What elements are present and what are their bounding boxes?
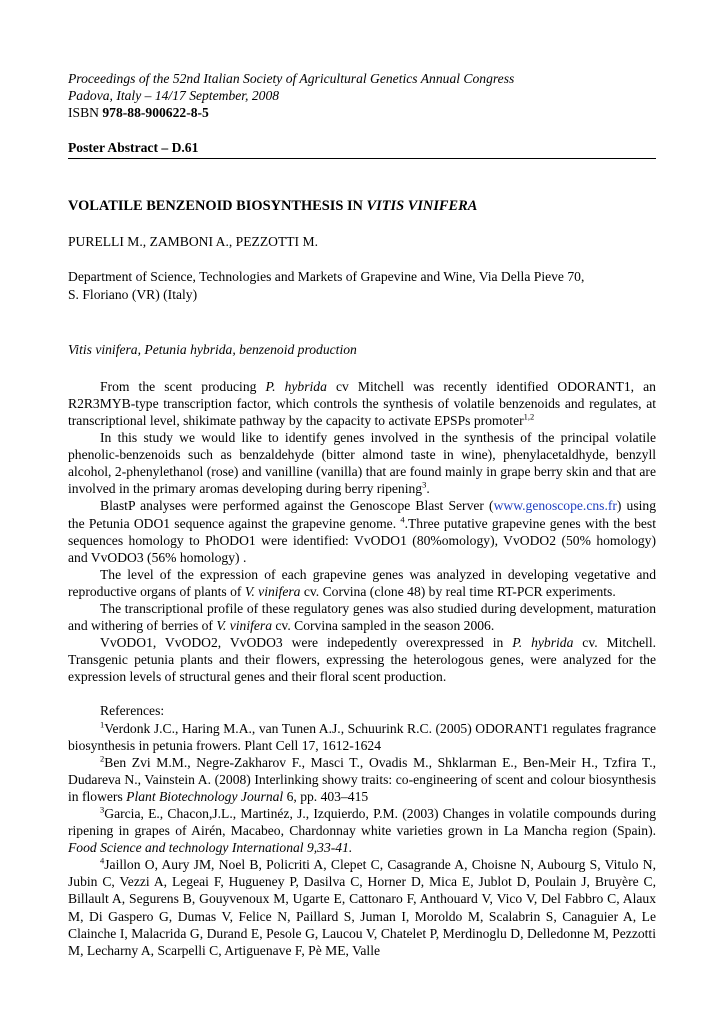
ref-1-number: 1 [100,719,105,729]
paragraph-2 [68,429,656,497]
references-title: References: [100,703,165,719]
proceedings-title: Proceedings of the 52nd Italian Society of Agricultural Genetics Annual Congress [68,71,515,86]
p1-text-a: From the scent producing [100,378,266,394]
paragraph-5 [68,600,656,634]
paper-title [68,197,656,215]
paragraph-3 [68,497,656,565]
title-species: VITIS VINIFERA [366,198,478,215]
paragraph-6 [68,634,656,685]
proceedings-header [68,70,656,121]
ref-4-text: Jaillon O, Aury JM, Noel B, Policriti A, Clepet C, Casagrande A, Choisne N, Aubourg S, Vitulo N, Jubin C, Vezzi A, Legeai F, Hugueney P, Dasilva C, Horner D, Mica E, Jublot D, Poulain J, Bruyère C, Billault A, Segurens B, Gouyvenoux M, Ugarte E, Cattonaro F, Anthouard V, Vico V, Del Fabbro C, Alaux M, Di Gaspero G, Dumas V, Felice N, Paillard S, Juman I, Moroldo M, Scalabrin S, Canaguier A, Le Clainche I, Malacrida G, Durand E, Pesole G, Laucou V, Chatelet P, Merdinoglu D, Delledonne M, Pezzotti M, Lecharny A, Scarpelli C, Artiguenave F, Pè ME, Valle [68,857,656,958]
title-main: VOLATILE BENZENOID BIOSYNTHESIS IN [68,198,367,215]
p1-citation: 1,2 [523,411,535,422]
paragraph-4 [68,566,656,600]
p2-text-a: In this study we would like to identify genes involved in the synthesis of the principal volatile phenolic-benzenoids such as benzaldehyde (bitter almond taste in wine), phenylacetaldhyde, benzyll alcohol, 2-phenylethanol (rose) and vanilline (vanilla) that are found mainly in grape berry skin and that are involved in the primary aromas developing during berry ripening [68,430,656,497]
reference-2 [68,754,656,805]
p6-species: P. hybrida [512,635,574,651]
authors: PURELLI M., ZAMBONI A., PEZZOTTI M. [68,234,318,250]
isbn-label: ISBN [68,105,103,121]
p4-species: V. vinifera [244,583,301,599]
p3-citation: 4 [400,513,405,524]
p1-text-b: cv Mitchell was recently identified ODORANT1, an R2R3MYB-type transcription factor, which controls the synthesis of volatile benzenoids and regulates, at transcriptional level, shikimate pathway by the capacity to activate EPSPs promoter [68,378,656,428]
isbn-value: 978-88-900622-8-5 [102,105,209,121]
p1-species: P. hybrida [265,378,327,394]
p5-text-b: cv. Corvina sampled in the season 2006. [272,618,495,634]
p2-citation: 3 [422,479,427,490]
ref-3-text: Garcia, E., Chacon,J.L., Martinéz, J., Izquierdo, P.M. (2003) Changes in volatile compounds during ripening in grapes of Airén, Macabeo, Chardonnay white varieties grown in La Mancha region (Spain). [68,806,656,839]
abstract-body [68,378,656,686]
ref-2-details: 6, pp. 403–415 [283,788,369,804]
p4-text-a: The level of the expression of each grapevine genes was analyzed in developing vegetative and reproductive organs of plants of [68,566,656,599]
ref-3-number: 3 [100,804,105,815]
p4-text-b: cv. Corvina (clone 48) by real time RT-PCR experiments. [300,583,616,599]
p3-text-b: ) using the Petunia ODO1 sequence against the grapevine genome. [68,498,656,531]
reference-1 [68,720,656,754]
keywords: Vitis vinifera, Petunia hybrida, benzenoid production [68,341,357,357]
p6-text-a: VvODO1, VvODO2, VvODO3 were indepedently overexpressed in [100,635,513,651]
affiliation [68,268,656,302]
references-section [68,702,656,958]
ref-2-text: Ben Zvi M.M., Negre-Zakharov F., Masci T., Ovadis M., Shklarman E., Ben-Meir H., Tzfira T., Dudareva N., Vainstein A. (2008) Interlinking showy traits: co-engineering of scent and colour biosynthesis in flowers [68,754,656,804]
p2-text-b: . [426,481,430,497]
p3-text-a: BlastP analyses were performed against the Genoscope Blast Server ( [100,498,494,514]
reference-3 [68,805,656,856]
ref-2-journal: Plant Biotechnology Journal [126,788,284,804]
ref-3-journal: Food Science and technology International 9,33-41. [68,840,353,856]
ref-1-text: Verdonk J.C., Haring M.A., van Tunen A.J., Schuurink R.C. (2005) ODORANT1 regulates fragrance biosynthesis in petunia frowers. Plant Cell 17, 1612-1624 [68,720,656,753]
isbn-line [68,104,656,121]
paragraph-1 [68,378,656,429]
p5-text-a: The transcriptional profile of these regulatory genes was also studied during development, maturation and withering of berries of [68,600,656,634]
ref-2-number: 2 [100,753,105,764]
document-page [68,70,656,959]
p5-species: V. vinifera [216,618,272,634]
ref-4-number: 4 [100,855,105,866]
genoscope-link[interactable]: www.genoscope.cns.fr [493,498,617,514]
p6-text-b: cv. Mitchell. Transgenic petunia plants and their flowers, expressing the heterologous genes, were analyzed for the expression levels of structural genes and their floral scent production. [68,635,656,685]
affiliation-line-2: S. Floriano (VR) (Italy) [68,286,198,302]
p3-text-c: .Three putative grapevine genes with the best sequences homology to PhODO1 were identified: VvODO1 (80%omology), VvODO2 (50% homology) and VvODO3 (56% homology) . [68,515,656,565]
proceedings-location-date: Padova, Italy – 14/17 September, 2008 [68,88,280,104]
poster-label: Poster Abstract – D.61 [68,139,656,159]
reference-4 [68,856,656,959]
affiliation-line-1: Department of Science, Technologies and Markets of Grapevine and Wine, Via Della Pieve 70, [68,269,585,285]
